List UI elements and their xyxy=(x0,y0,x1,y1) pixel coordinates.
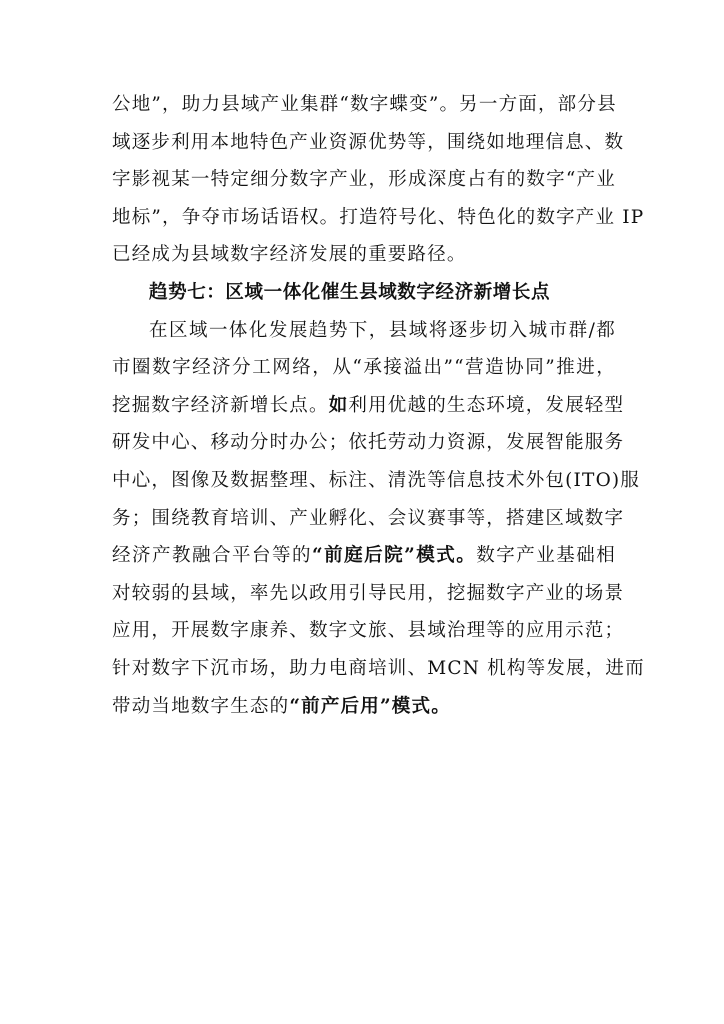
paragraph-1-line-4: 地标”，争夺市场话语权。打造符号化、特色化的数字产业 IP xyxy=(112,206,645,228)
paragraph-2-line-10: 针对数字下沉市场，助力电商培训、MCN 机构等发展，进而 xyxy=(112,657,645,679)
paragraph-2-line-9: 应用，开展数字康养、数字文旅、县域治理等的应用示范； xyxy=(112,620,625,642)
paragraph-2-line-5: 中心，图像及数据整理、标注、清洗等信息技术外包(ITO)服 xyxy=(112,469,641,491)
paragraph-2-line-11-bold: “前产后用”模式。 xyxy=(289,695,451,717)
paragraph-2-line-3-part-c: 利用优越的生态环境，发展轻型 xyxy=(348,394,625,416)
paragraph-1-line-5: 已经成为县域数字经济发展的重要路径。 xyxy=(112,244,467,266)
paragraph-2-line-1: 在区域一体化发展趋势下，县域将逐步切入城市群/都 xyxy=(149,319,616,341)
paragraph-2-line-7-part-a: 经济产教融合平台等的 xyxy=(112,545,312,567)
paragraph-2-line-8: 对较弱的县域，率先以政用引导民用，挖掘数字产业的场景 xyxy=(112,582,625,604)
paragraph-2-line-11 xyxy=(112,688,616,726)
paragraph-1-line-1: 公地”，助力县域产业集群“数字蝶变”。另一方面，部分县 xyxy=(112,94,617,115)
paragraph-2-line-3-part-a: 挖掘数字经济新增长点。 xyxy=(112,394,329,416)
paragraph-1-line-2: 域逐步利用本地特色产业资源优势等，围绕如地理信息、数 xyxy=(112,131,625,153)
paragraph-2-line-7-bold: “前庭后院”模式。 xyxy=(312,545,477,567)
paragraph-2-line-6: 务；围绕教育培训、产业孵化、会议赛事等，搭建区域数字 xyxy=(112,507,625,529)
document-body xyxy=(112,86,645,725)
paragraph-2-line-7-part-c: 数字产业基础相 xyxy=(476,545,616,567)
paragraph-1-line-3: 字影视某一特定细分数字产业，形成深度占有的数字“产业 xyxy=(112,169,616,191)
section-heading: 趋势七：区域一体化催生县域数字经济新增长点 xyxy=(149,281,551,303)
paragraph-2-line-7 xyxy=(112,537,616,575)
paragraph-2-line-11-part-a: 带动当地数字生态的 xyxy=(112,695,290,717)
paragraph-2-line-3 xyxy=(112,387,625,425)
paragraph-2-line-2: 市圈数字经济分工网络，从“承接溢出”“营造协同”推进， xyxy=(112,357,616,379)
paragraph-2-line-3-bold: 如 xyxy=(328,394,349,416)
paragraph-2-line-4: 研发中心、移动分时办公；依托劳动力资源，发展智能服务 xyxy=(112,432,625,454)
